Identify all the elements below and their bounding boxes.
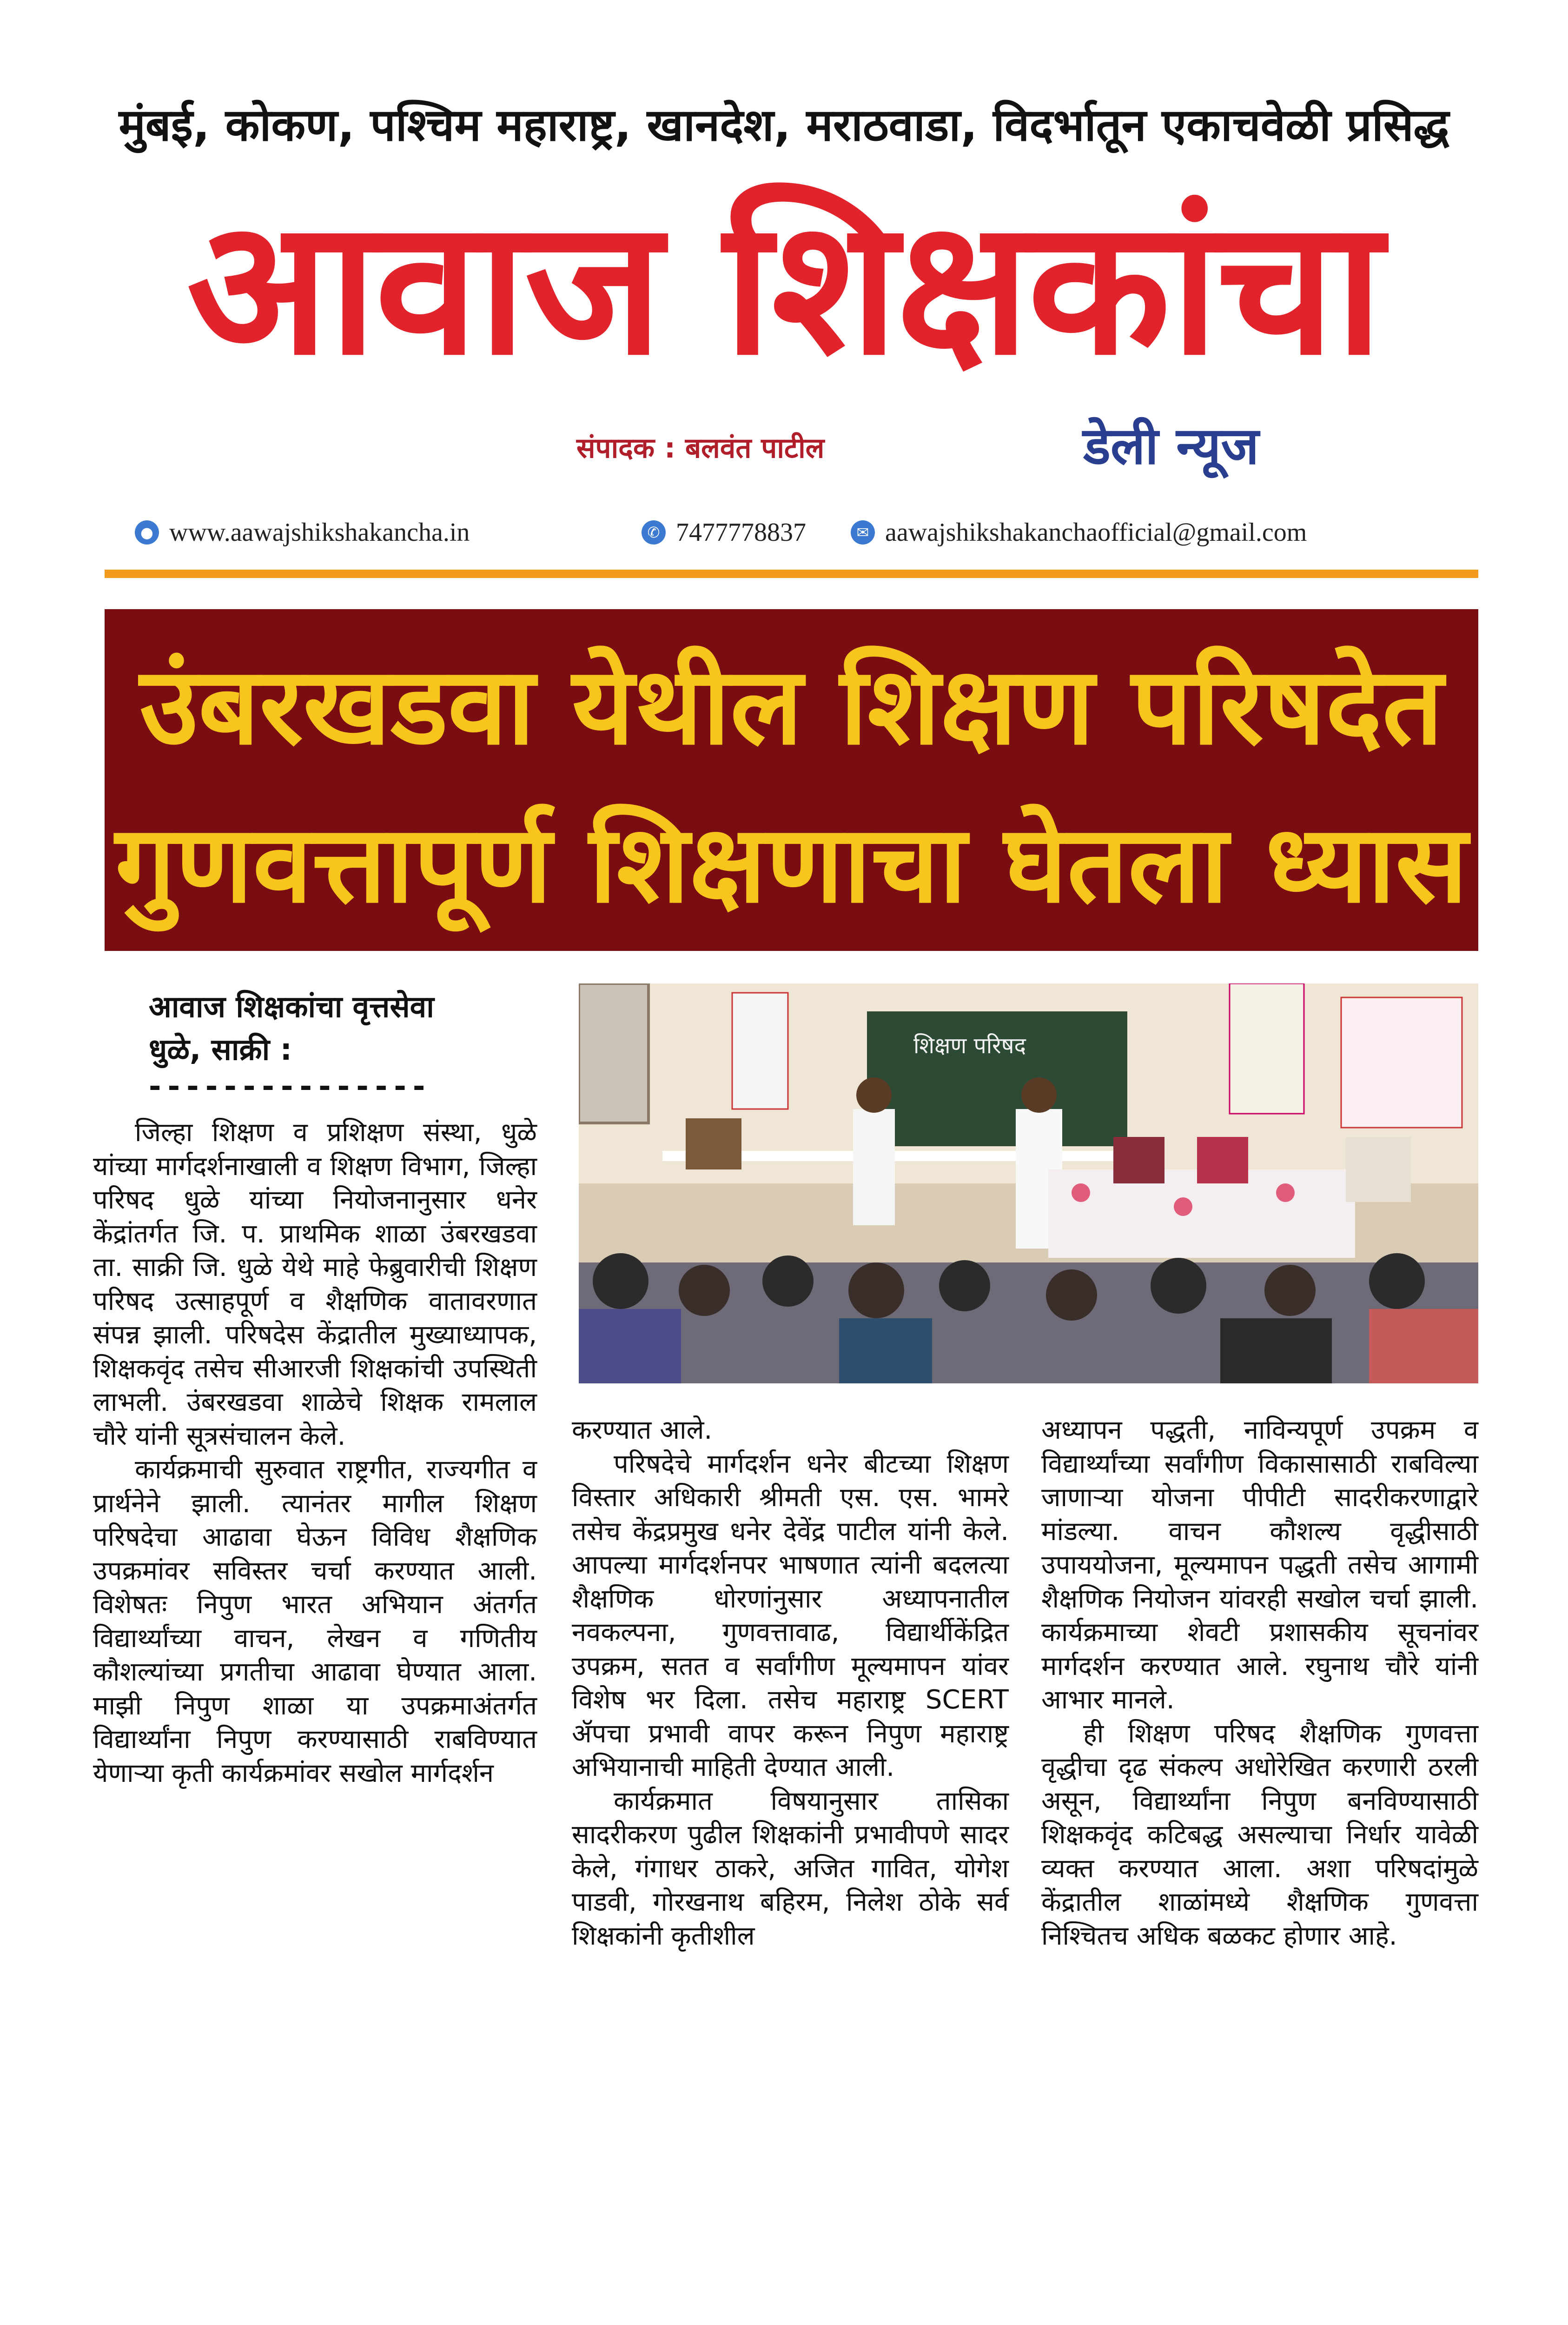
byline-source: आवाज शिक्षकांचा वृत्तसेवा [149,990,434,1024]
edition-label: डेली न्यूज [1083,416,1259,476]
email-contact[interactable] [851,514,1307,551]
byline [149,986,434,1071]
masthead-title: आवाज शिक्षकांचा [186,180,1382,396]
paragraph: कार्यक्रमाची सुरुवात राष्ट्रगीत, राज्यगीत व प्रार्थनेने झाली. त्यानंतर मागील शिक्षण परिषदेचा आढावा घेऊन विविध शैक्षणिक उपक्रमांवर सविस्तर चर्चा करण्यात आली. विशेषतः निपुण भारत अभियान अंतर्गत विद्यार्थ्यांच्या वाचन, लेखन व गणितीय कौशल्यांच्या प्रगतीचा आढावा घेण्यात आला. माझी निपुण शाळा या उपक्रमाअंतर्गत विद्यार्थ्यांना निपुण करण्यासाठी राबविण्यात येणाऱ्या कृती कार्यक्रमांवर सखोल मार्गदर्शन [93,1455,537,1788]
article-column-2 [572,1414,1009,1953]
paragraph: कार्यक्रमात विषयानुसार तासिका सादरीकरण पुढील शिक्षकांनी प्रभावीपणे सादर केले, गंगाधर ठाकरे, अजित गावित, योगेश पाडवी, गोरखनाथ बहिरम, निलेश ठोके सर्व शिक्षकांनी कृतीशील [572,1786,1009,1951]
website-contact[interactable] [135,514,470,551]
article-column-3 [1041,1414,1478,1953]
phone-icon: ✆ [642,520,666,545]
headline-line-1: उंबरखडवा येथील शिक्षण परिषदेत [139,644,1443,769]
board-text: शिक्षण परिषद [913,1033,1026,1059]
paragraph: ही शिक्षण परिषद शैक्षणिक गुणवत्ता वृद्धीचा दृढ संकल्प अधोरेखित करणारी ठरली असून, विद्यार्थ्यांना निपुण बनविण्यासाठी शिक्षकवृंद कटिबद्ध असल्याचा निर्धार यावेळी व्यक्त करण्यात आला. अशा परिषदांमुळे केंद्रातील शाळांमध्ये शैक्षणिक गुणवत्ता निश्चितच अधिक बळकट होणार आहे. [1041,1718,1478,1951]
byline-place: धुळे, साक्री : [149,1033,292,1067]
website-link[interactable]: www.aawajshikshakancha.in [169,518,470,547]
paragraph: परिषदेचे मार्गदर्शन धनेर बीटच्या शिक्षण विस्तार अधिकारी श्रीमती एस. एस. भामरे तसेच केंद्रप्रमुख धनेर देवेंद्र पाटील यांनी केले. आपल्या मार्गदर्शनपर भाषणात त्यांनी बदलत्या शैक्षणिक धोरणांनुसार अध्यापनातील नवकल्पना, गुणवत्तावाढ, विद्यार्थीकेंद्रित उपक्रम, सतत व सर्वांगीण मूल्यमापन यांवर विशेष भर दिला. तसेच महाराष्ट्र SCERT ॲपचा प्रभावी वापर करून निपुण महाराष्ट्र अभियानाची माहिती देण्यात आली. [572,1448,1009,1782]
article-photo [579,983,1478,1383]
phone-contact[interactable] [642,514,806,551]
editor-credit: संपादक : बलवंत पाटील [576,432,825,465]
byline-divider: --------------- [149,1070,432,1104]
article-column-1 [93,1116,537,1790]
header-divider [105,570,1478,578]
email-icon: ✉ [851,520,875,545]
paragraph-continuation: अध्यापन पद्धती, नाविन्यपूर्ण उपक्रम व विद्यार्थ्यांच्या सर्वांगीण विकासासाठी राबविल्या जाणाऱ्या योजना पीपीटी सादरीकरणाद्वारे मांडल्या. वाचन कौशल्य वृद्धीसाठी उपाययोजना, मूल्यमापन पद्धती तसेच आगामी शैक्षणिक नियोजन यांवरही सखोल चर्चा झाली. कार्यक्रमाच्या शेवटी प्रशासकीय सूचनांवर मार्गदर्शन करण्यात आले. रघुनाथ चौरे यांनी आभार मानले. [1041,1415,1478,1715]
phone-number[interactable]: 7477778837 [676,518,806,547]
paragraph-continuation: करण्यात आले. [572,1415,713,1445]
headline-line-2: गुणवत्तापूर्ण शिक्षणाचा घेतला ध्यास [115,803,1468,927]
paragraph: जिल्हा शिक्षण व प्रशिक्षण संस्था, धुळे यांच्या मार्गदर्शनाखाली व शिक्षण विभाग, जिल्हा परिषद धुळे यांच्या नियोजनानुसार धनेर केंद्रांतर्गत जि. प. प्राथमिक शाळा उंबरखडवा ता. साक्री जि. धुळे येथे माहे फेब्रुवारीची शिक्षण परिषद उत्साहपूर्ण व शैक्षणिक वातावरणात संपन्न झाली. परिषदेस केंद्रातील मुख्याध्यापक, शिक्षकवृंद तसेच सीआरजी शिक्षकांची उपस्थिती लाभली. उंबरखडवा शाळेचे शिक्षक रामलाल चौरे यांनी सूत्रसंचालन केले. [93,1117,537,1451]
email-address[interactable]: aawajshikshakanchaofficial@gmail.com [885,518,1307,547]
tagline: मुंबई, कोकण, पश्चिम महाराष्ट्र, खानदेश, मराठवाडा, विदर्भातून एकाचवेळी प्रसिद्ध [119,99,1449,151]
globe-icon: ● [135,520,159,545]
